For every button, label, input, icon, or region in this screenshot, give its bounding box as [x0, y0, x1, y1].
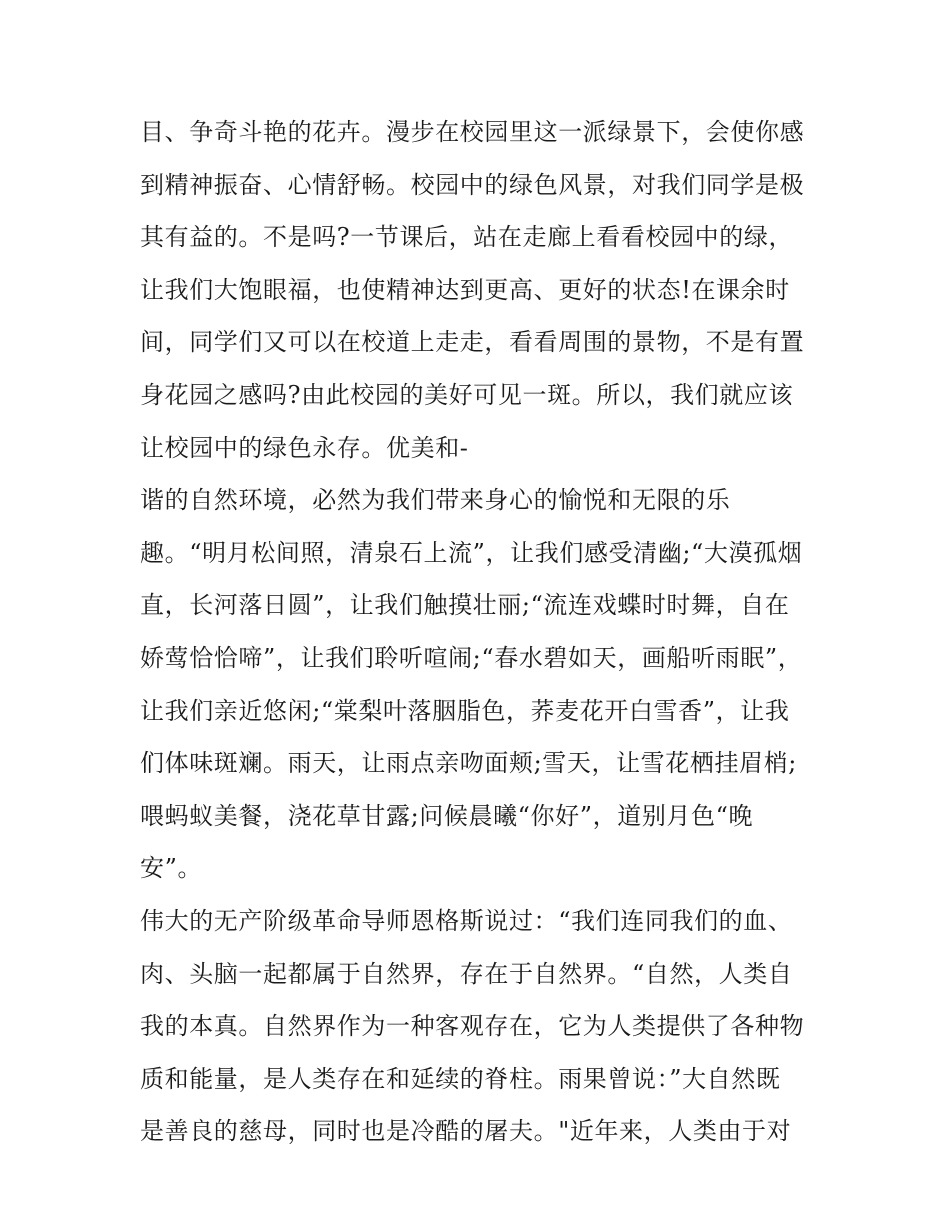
text-line: 是善良的慈母，同时也是冷酷的屠夫。"近年来，人类由于对 — [140, 1117, 792, 1146]
text-line: 喂蚂蚁美餐，浇花草甘露;问候晨曦“你好”，道别月色“晚 — [140, 801, 754, 830]
text-line: 们体味斑斓。雨天，让雨点亲吻面颊;雪天，让雪花栖挂眉梢; — [140, 749, 797, 778]
text-line: 肉、头脑一起都属于自然界，存在于自然界。“自然，人类自 — [140, 959, 793, 988]
text-line: 到精神振奋、心情舒畅。校园中的绿色风景，对我们同学是极 — [140, 170, 805, 199]
text-line: 间，同学们又可以在校道上走走，看看周围的景物，不是有置 — [140, 328, 805, 357]
text-line: 让我们亲近悠闲;“棠梨叶落胭脂色，荞麦花开白雪香”，让我 — [140, 696, 790, 725]
text-line: 趣。“明月松间照，清泉石上流”，让我们感受清幽;“大漠孤烟 — [140, 538, 803, 567]
text-line: 让校园中的绿色永存。优美和- — [140, 433, 469, 462]
text-line: 让我们大饱眼福，也使精神达到更高、更好的状态!在课余时 — [140, 275, 790, 304]
text-line: 其有益的。不是吗?一节课后，站在走廊上看看校园中的绿， — [140, 223, 794, 252]
text-line: 安”。 — [140, 854, 203, 883]
text-line: 直，长河落日圆”，让我们触摸壮丽;“流连戏蝶时时舞，自在 — [140, 591, 790, 620]
text-line: 身花园之感吗?由此校园的美好可见一斑。所以，我们就应该 — [140, 380, 794, 409]
text-line: 娇莺恰恰啼”，让我们聆听喧闹;“春水碧如天，画船听雨眠”， — [140, 643, 803, 672]
text-line: 我的本真。自然界作为一种客观存在，它为人类提供了各种物 — [140, 1012, 805, 1041]
text-line: 伟大的无产阶级革命导师恩格斯说过：“我们连同我们的血、 — [140, 906, 793, 935]
body-text — [140, 106, 830, 1158]
text-line: 谐的自然环境，必然为我们带来身心的愉悦和无限的乐 — [140, 486, 731, 515]
text-line: 质和能量，是人类存在和延续的脊柱。雨果曾说：”大自然既 — [140, 1064, 781, 1093]
text-line: 目、争奇斗艳的花卉。漫步在校园里这一派绿景下，会使你感 — [140, 118, 805, 146]
